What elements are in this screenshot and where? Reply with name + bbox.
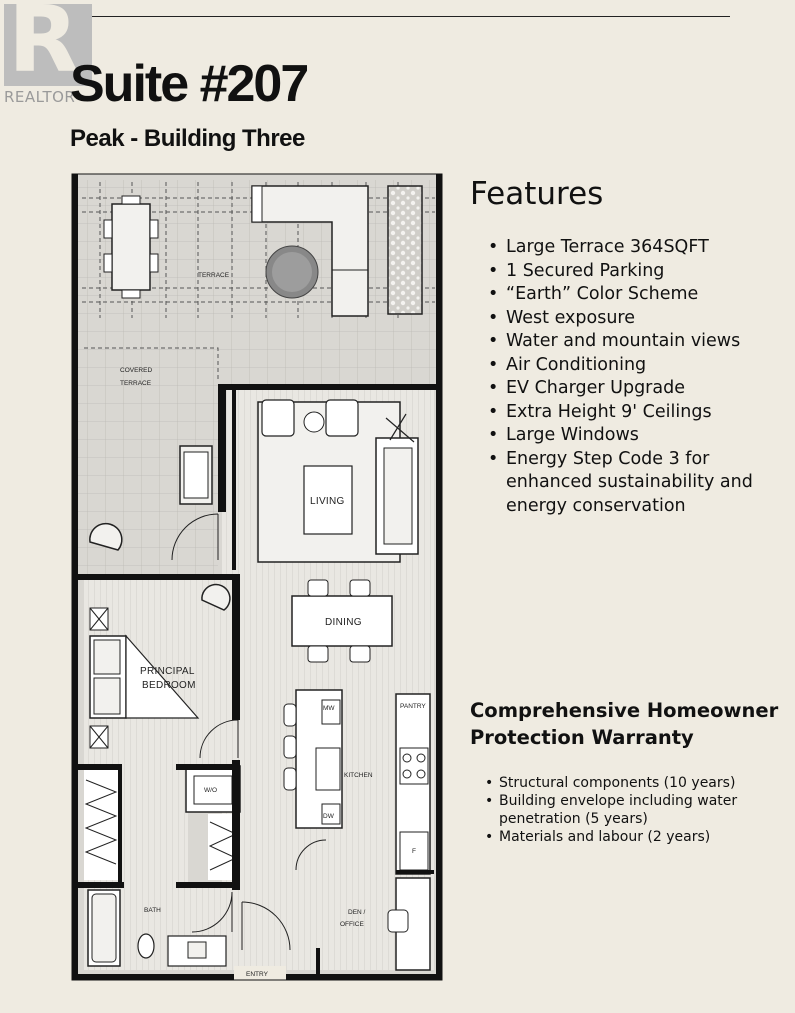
logo-text: REALTOR — [4, 88, 76, 106]
top-divider — [90, 16, 730, 17]
label-kitchen: KITCHEN — [344, 772, 373, 779]
label-covered-terrace-2: TERRACE — [120, 380, 152, 387]
label-dining: DINING — [325, 617, 362, 628]
feature-item: • EV Charger Upgrade — [486, 377, 786, 401]
label-terrace: TERRACE — [198, 272, 230, 279]
label-principal-2: BEDROOM — [142, 680, 196, 691]
label-pantry: PANTRY — [400, 703, 426, 710]
features-heading: Features — [470, 176, 604, 212]
feature-item: • 1 Secured Parking — [486, 260, 786, 284]
logo-letter: R — [8, 0, 79, 93]
feature-item: • Water and mountain views — [486, 330, 786, 354]
feature-item: • Air Conditioning — [486, 354, 786, 378]
features-list — [486, 236, 786, 518]
feature-item: • Energy Step Code 3 for enhanced sustainability and energy conservation — [486, 448, 786, 519]
feature-item: • Large Terrace 364SQFT — [486, 236, 786, 260]
label-fridge: F — [412, 848, 416, 855]
label-bath: BATH — [144, 907, 161, 914]
warranty-item: • Materials and labour (2 years) — [483, 828, 783, 846]
label-wio: W/O — [204, 787, 217, 794]
page-title: Suite #207 — [70, 55, 308, 113]
label-living: LIVING — [310, 496, 345, 507]
label-principal-1: PRINCIPAL — [140, 666, 195, 677]
feature-item: • Extra Height 9' Ceilings — [486, 401, 786, 425]
label-covered-terrace-1: COVERED — [120, 367, 153, 374]
label-entry: ENTRY — [246, 971, 268, 978]
label-den-1: DEN / — [348, 909, 366, 916]
warranty-item: • Building envelope including water penetration (5 years) — [483, 792, 783, 828]
feature-item: • Large Windows — [486, 424, 786, 448]
floor-plan — [70, 170, 445, 982]
warranty-heading: Comprehensive Homeowner Protection Warranty — [470, 699, 779, 749]
feature-item: • “Earth” Color Scheme — [486, 283, 786, 307]
label-mw: MW — [323, 705, 335, 712]
page-subtitle: Peak - Building Three — [70, 125, 305, 152]
label-den-2: OFFICE — [340, 921, 364, 928]
warranty-item: • Structural components (10 years) — [483, 774, 783, 792]
label-dw: DW — [323, 813, 334, 820]
feature-item: • West exposure — [486, 307, 786, 331]
warranty-list — [483, 774, 783, 846]
